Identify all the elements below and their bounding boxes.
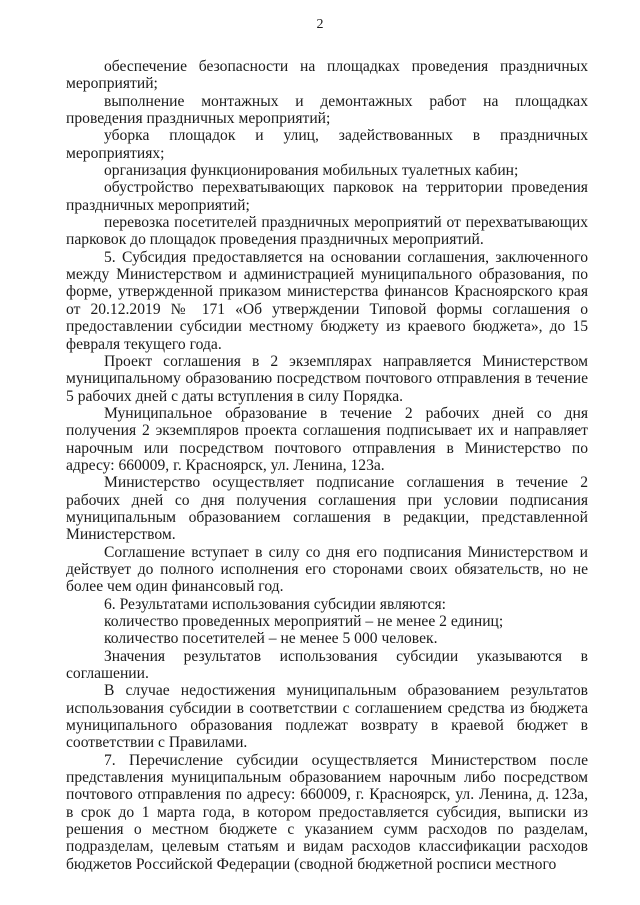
paragraph-6: перевозка посетителей праздничных мероприятий от перехватывающих парковок до площадок проведения праздничных мероприятий.	[66, 214, 588, 249]
paragraph-2: выполнение монтажных и демонтажных работ на площадках проведения праздничных мероприятий;	[66, 92, 588, 128]
paragraph-3: уборка площадок и улиц, задействованных в праздничных мероприятиях;	[66, 127, 588, 162]
page-number: 2	[316, 17, 324, 32]
paragraph-4: организация функционирования мобильных туалетных кабин;	[104, 162, 519, 180]
paragraph-15: Значения результатов использования субсидии указываются в соглашении.	[66, 647, 588, 683]
paragraph-12: 6. Результатами использования субсидии являются:	[104, 595, 446, 613]
document-body	[66, 58, 588, 873]
paragraph-1: обеспечение безопасности на площадках проведения праздничных мероприятий;	[66, 58, 588, 93]
paragraph-10: Министерство осуществляет подписание соглашения в течение 2 рабочих дней со дня получения соглашения при условии подписания муниципальным образованием соглашения в редакции, представленной Министерством.	[66, 474, 588, 544]
paragraph-14: количество посетителей – не менее 5 000 человек.	[104, 630, 438, 648]
paragraph-11: Соглашение вступает в силу со дня его подписания Министерством и действует до полного исполнения его сторонами своих обязательств, но не более чем один финансовый год.	[66, 543, 588, 596]
paragraph-9: Муниципальное образование в течение 2 рабочих дней со дня получения 2 экземпляров проекта соглашения подписывает их и направляет нарочным или посредством почтового отправления в Министерство по адресу: 660009, г. Красноярск, ул. Ленина, 123а.	[66, 404, 588, 474]
paragraph-16: В случае недостижения муниципальным образованием результатов использования субсидии в соответствии с соглашением средства из бюджета муниципального образования подлежат возврату в краевой бюджет в соответствии с Правилами.	[66, 682, 588, 752]
paragraph-17: 7. Перечисление субсидии осуществляется Министерством после представления муниципальным образованием нарочным либо посредством почтового отправления по адресу: 660009, г. Красноярск, ул. Ленина, д. 123а, в срок до 1 марта года, в котором предоставляется субсидия, выписки из решения о местном бюджете с указанием сумм расходов по разделам, подразделам, целевым статьям и видам расходов классификации расходов бюджетов Российской Федерации (сводной бюджетной росписи местного	[66, 751, 588, 873]
paragraph-8: Проект соглашения в 2 экземплярах направляется Министерством муниципальному образованию посредством почтового отправления в течение 5 рабочих дней с даты вступления в силу Порядка.	[66, 352, 588, 405]
paragraph-13: количество проведенных мероприятий – не менее 2 единиц;	[104, 613, 504, 630]
paragraph-7: 5. Субсидия предоставляется на основании соглашения, заключенного между Министерством и администрацией муниципального образования, по форме, утвержденной приказом министерства финансов Красноярского края от 20.12.2019 № 171 «Об утверждении Типовой формы соглашения о предоставлении субсидии местному бюджету из краевого бюджета», до 15 февраля текущего года.	[66, 248, 588, 353]
paragraph-5: обустройство перехватывающих парковок на территории проведения праздничных мероприятий;	[66, 179, 588, 214]
